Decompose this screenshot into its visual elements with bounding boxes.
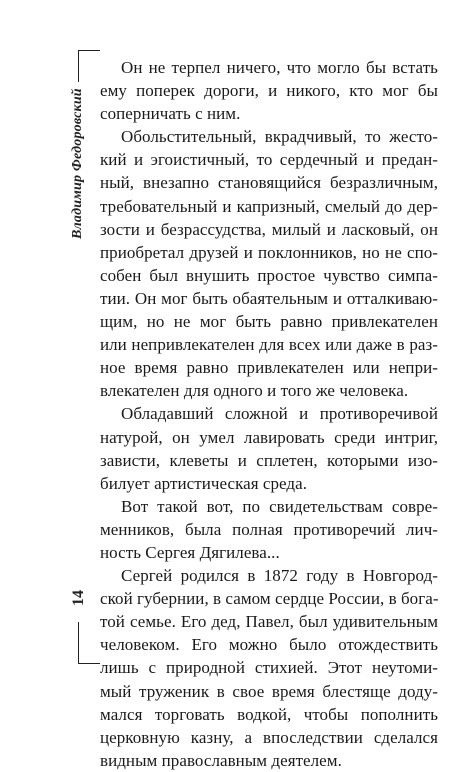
- text-line: Он не терпел ничего, что могло бы встать: [121, 58, 438, 77]
- text-line: приобретал друзей и поклонников, но не спо-: [100, 242, 438, 262]
- text-line: или непривлекателен для всех или даже в раз-: [100, 335, 438, 355]
- text-line: зости и безрассудства, милый и ласковый, он: [100, 219, 438, 239]
- text-line: влекателен для одного и того же человека.: [100, 381, 409, 401]
- text-line: зависти, клеветы и сплетен, которыми изо-: [100, 450, 438, 470]
- paragraph: [100, 564, 438, 772]
- text-line: мый труженик в свое время блестяще доду-: [100, 681, 438, 701]
- paragraph: [100, 402, 438, 494]
- paragraph: [100, 56, 438, 125]
- text-line: Обольстительный, вкрадчивый, то жесто-: [121, 127, 438, 147]
- margin-rule-top-horizontal: [78, 50, 100, 51]
- text-line: билует артистическая среда.: [100, 473, 307, 493]
- text-line: ской губернии, в самом сердце России, в бога-: [100, 589, 439, 609]
- text-line: кий и эгоистичный, то сердечный и предан-: [100, 150, 438, 170]
- text-line: ему поперек дороги, и никого, кто мог бы: [100, 81, 438, 101]
- text-line: Сергей родился в 1872 году в Новгород-: [121, 566, 438, 586]
- text-line: лишь с природной стихией. Этот неутоми-: [100, 658, 438, 678]
- text-line: ное время равно привлекателен или непри-: [100, 358, 438, 378]
- running-head-author: Владимир Федоровский: [70, 88, 85, 239]
- text-line: мался торговать водкой, чтобы пополнить: [100, 704, 438, 724]
- text-line: видным православным деятелем.: [100, 750, 342, 770]
- margin-rule-bottom-vertical: [78, 622, 79, 663]
- text-line: соперничать с ним.: [100, 104, 241, 124]
- text-line: ный, внезапно становящийся безразличным,: [100, 173, 438, 193]
- margin-rule-bottom-horizontal: [78, 663, 100, 664]
- text-line: человеком. Его можно было отождествить: [100, 635, 438, 655]
- text-line: щим, но не мог быть равно привлекателен: [100, 312, 438, 332]
- text-line: тии. Он мог быть обаятельным и отталкиваю-: [100, 288, 438, 308]
- text-line: требовательный и капризный, смелый до дер-: [100, 196, 438, 216]
- text-line: ность Сергея Дягилева...: [100, 542, 280, 562]
- paragraph: [100, 125, 438, 402]
- margin-rule-top-vertical: [78, 50, 79, 82]
- page-number: 14: [70, 590, 87, 606]
- paragraph: [100, 495, 438, 564]
- text-line: собен был внушить простое чувство симпа-: [100, 265, 438, 285]
- text-line: церковную казну, а впоследствии сделался: [100, 727, 438, 747]
- text-line: той семье. Его дед, Павел, был удивительным: [100, 612, 438, 632]
- text-line: Обладавший сложной и противоречивой: [121, 404, 438, 424]
- body-text: [100, 56, 438, 772]
- text-line: Вот такой вот, по свидетельствам совре-: [121, 496, 438, 516]
- text-line: натурой, он умел лавировать среди интриг,: [100, 427, 438, 447]
- text-line: менников, была полная противоречий лич-: [100, 519, 438, 539]
